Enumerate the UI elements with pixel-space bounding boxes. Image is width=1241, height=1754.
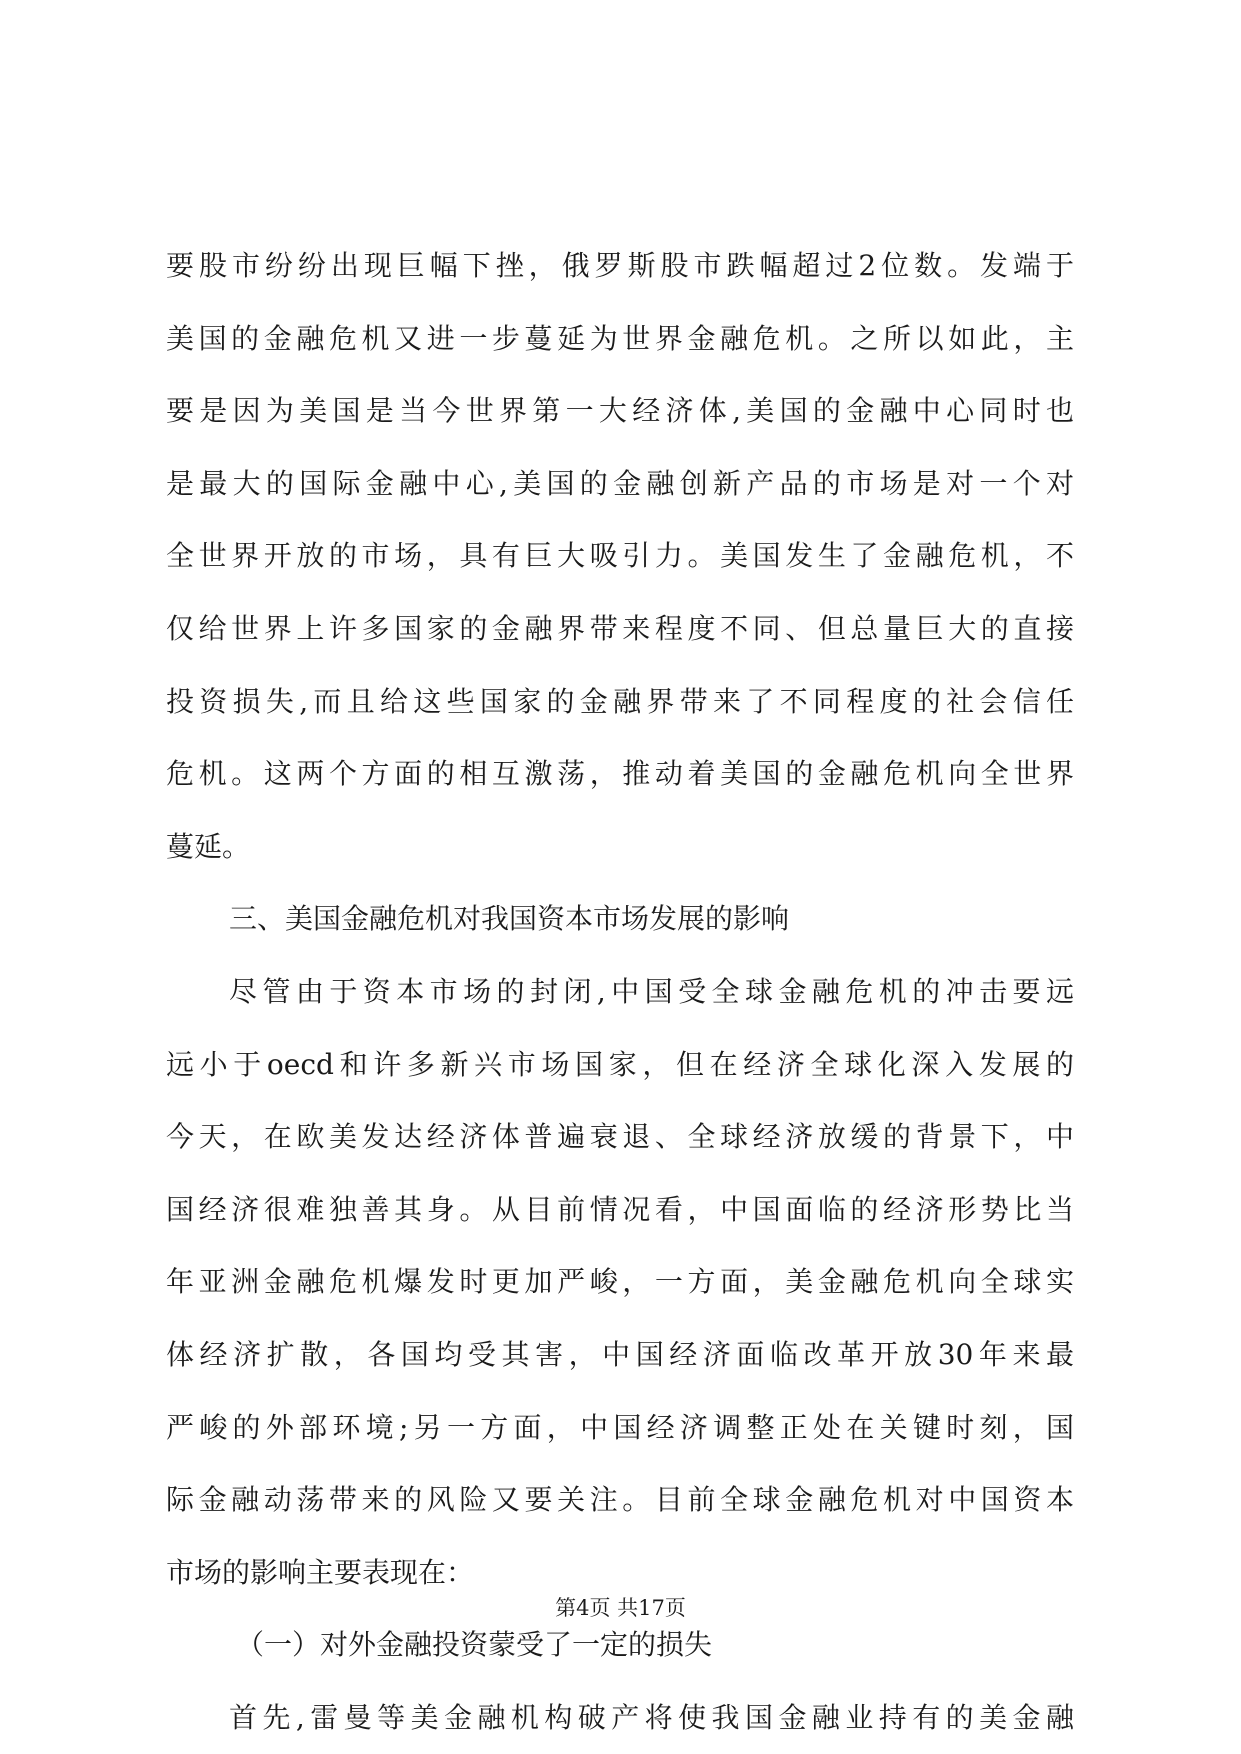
page-number-footer: 第4页 共17页 (555, 1596, 686, 1620)
text-line: 全世界开放的市场，具有巨大吸引力。美国发生了金融危机，不 (166, 539, 1074, 573)
section-heading: 三、美国金融危机对我国资本市场发展的影响 (229, 902, 790, 936)
text-line: 尽管由于资本市场的封闭,中国受全球金融危机的冲击要远 (229, 974, 1074, 1008)
text-line: 市场的影响主要表现在： (166, 1555, 475, 1589)
text-line: 年亚洲金融危机爆发时更加严峻，一方面，美金融危机向全球实 (166, 1265, 1074, 1299)
text-line: 蔓延。 (166, 829, 251, 863)
text-line: 首先,雷曼等美金融机构破产将使我国金融业持有的美金融 (229, 1700, 1074, 1734)
text-line: 国经济很难独善其身。从目前情况看，中国面临的经济形势比当 (166, 1192, 1074, 1226)
text-line: 体经济扩散，各国均受其害，中国经济面临改革开放30年来最 (166, 1337, 1074, 1371)
text-line: 远小于oecd和许多新兴市场国家，但在经济全球化深入发展的 (166, 1047, 1074, 1081)
text-line: 是最大的国际金融中心,美国的金融创新产品的市场是对一个对 (166, 466, 1074, 500)
text-line: 危机。这两个方面的相互激荡，推动着美国的金融危机向全世界 (166, 757, 1074, 791)
text-line: 美国的金融危机又进一步蔓延为世界金融危机。之所以如此，主 (166, 321, 1074, 355)
text-line: 际金融动荡带来的风险又要关注。目前全球金融危机对中国资本 (166, 1483, 1074, 1517)
body-text (166, 230, 1074, 1754)
text-line: 要是因为美国是当今世界第一大经济体,美国的金融中心同时也 (166, 394, 1074, 428)
text-line: 仅给世界上许多国家的金融界带来程度不同、但总量巨大的直接 (166, 611, 1074, 645)
subsection-heading: （一）对外金融投资蒙受了一定的损失 (236, 1628, 713, 1662)
text-line: 严峻的外部环境;另一方面，中国经济调整正处在关键时刻，国 (166, 1410, 1074, 1444)
text-line: 今天，在欧美发达经济体普遍衰退、全球经济放缓的背景下，中 (166, 1120, 1074, 1154)
text-line: 投资损失,而且给这些国家的金融界带来了不同程度的社会信任 (166, 684, 1074, 718)
text-line: 要股市纷纷出现巨幅下挫，俄罗斯股市跌幅超过2位数。发端于 (166, 249, 1074, 282)
